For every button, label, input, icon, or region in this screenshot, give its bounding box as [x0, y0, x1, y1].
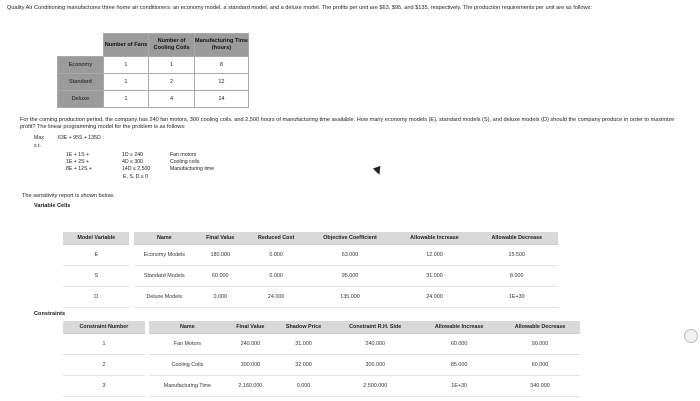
ct-rhs: 300.000: [332, 355, 418, 376]
variable-cells-title: Variable Cells: [34, 203, 71, 209]
vc-allowable-increase: 24.000: [393, 287, 475, 308]
vc-header-name: Name: [134, 232, 195, 245]
ct-final-value: 2,160.000: [226, 376, 275, 397]
ct-final-value: 240.000: [226, 334, 275, 355]
vc-allowable-decrease: 8.000: [476, 266, 558, 287]
constraint-2-label: Cooling coils: [170, 159, 200, 165]
cell-deluxe-coils: 4: [149, 91, 195, 108]
ct-allowable-decrease: 90.000: [500, 334, 580, 355]
ct-number: 2: [63, 355, 145, 376]
ct-rhs: 2,500.000: [332, 376, 418, 397]
vc-final-value: 180.000: [195, 245, 246, 266]
cell-economy-time: 8: [194, 57, 248, 74]
variable-row-d: [63, 287, 558, 308]
vc-name: Economy Models: [134, 245, 195, 266]
ct-allowable-increase: 1E+30: [418, 376, 500, 397]
vc-var: S: [63, 266, 129, 287]
sensitivity-intro: The sensitivity report is shown below.: [22, 193, 115, 199]
objective-function: 63E + 95S + 135D: [58, 135, 101, 141]
requirements-corner: [58, 34, 104, 57]
cell-deluxe-fans: 1: [103, 91, 149, 108]
vc-allowable-increase: 31.000: [393, 266, 475, 287]
problem-paragraph: For the coming production period, the company has 240 fan motors, 300 cooling coils, and 2,500 hours of manufacturing time available. How many economy models (E), standard models (S), and deluxe models (D) should the company produce in order to maximize profit? The linear programming model for the problem is as follows:: [20, 117, 675, 131]
constraint-2-lhs: 1E + 2S +: [66, 159, 90, 165]
vc-header-final-value: Final Value: [195, 232, 246, 245]
ct-allowable-decrease: 340.000: [500, 376, 580, 397]
vc-header-allowable-decrease: Allowable Decrease: [476, 232, 558, 245]
subject-to-label: s.t.: [34, 143, 41, 149]
vc-name: Deluxe Models: [134, 287, 195, 308]
vc-header-model-variable: Model Variable: [63, 232, 129, 245]
cell-economy-fans: 1: [103, 57, 149, 74]
requirements-row-economy: [58, 57, 249, 74]
vc-reduced-cost: 0.000: [246, 266, 307, 287]
constraint-1-rhs: 1D ≤ 240: [122, 152, 144, 158]
constraint-row-2: [63, 355, 580, 376]
max-label: Max: [34, 135, 44, 141]
vc-allowable-increase: 12.000: [393, 245, 475, 266]
ct-header-allowable-increase: Allowable Increase: [418, 321, 500, 334]
ct-final-value: 300.000: [226, 355, 275, 376]
ct-allowable-increase: 85.000: [418, 355, 500, 376]
constraint-2-rhs: 4D ≤ 300: [122, 159, 144, 165]
vc-objective-coefficient: 63.000: [307, 245, 394, 266]
ct-header-allowable-decrease: Allowable Decrease: [500, 321, 580, 334]
mouse-cursor-icon: [373, 166, 383, 176]
scroll-button[interactable]: [684, 329, 698, 343]
row-label-economy: Economy: [58, 57, 104, 74]
constraint-3-label: Manufacturing time: [170, 166, 215, 172]
requirements-header-row: [58, 34, 249, 57]
row-label-standard: Standard: [58, 74, 104, 91]
requirements-row-standard: [58, 74, 249, 91]
ct-header-constraint-rhs: Constraint R.H. Side: [332, 321, 418, 334]
ct-allowable-increase: 60.000: [418, 334, 500, 355]
row-label-deluxe: Deluxe: [58, 91, 104, 108]
ct-header-shadow-price: Shadow Price: [275, 321, 332, 334]
ct-number: 3: [63, 376, 145, 397]
ct-number: 1: [63, 334, 145, 355]
vc-final-value: 60.000: [195, 266, 246, 287]
intro-paragraph: Quality Air Conditioning manufactures three home air conditioners: an economy model, a standard model, and a deluxe model. The profits per unit are $63, $95, and $135, respectively. The production requirements per unit are as follows:: [7, 5, 592, 11]
ct-name: Cooling Coils: [149, 355, 226, 376]
constraint-1-label: Fan motors: [170, 152, 197, 158]
header-manufacturing-time: Manufacturing Time (hours): [194, 34, 248, 57]
vc-header-objective-coefficient: Objective Coefficient: [307, 232, 394, 245]
requirements-table: [57, 33, 249, 108]
ct-header-name: Name: [149, 321, 226, 334]
ct-shadow-price: 31.000: [275, 334, 332, 355]
ct-shadow-price: 0.000: [275, 376, 332, 397]
vc-name: Standard Models: [134, 266, 195, 287]
vc-var: D: [63, 287, 129, 308]
cell-economy-coils: 1: [149, 57, 195, 74]
vc-final-value: 0.000: [195, 287, 246, 308]
vc-objective-coefficient: 135.000: [307, 287, 394, 308]
constraints-header-row: [63, 321, 580, 334]
vc-reduced-cost: 0.000: [246, 245, 307, 266]
constraints-title: Constraints: [34, 311, 66, 317]
cell-deluxe-time: 14: [194, 91, 248, 108]
ct-shadow-price: 32.000: [275, 355, 332, 376]
vc-header-reduced-cost: Reduced Cost: [246, 232, 307, 245]
vc-objective-coefficient: 95.000: [307, 266, 394, 287]
cell-standard-coils: 2: [149, 74, 195, 91]
constraints-table: [63, 321, 580, 397]
constraint-3-lhs: 8E + 12S +: [66, 166, 92, 172]
variable-row-s: [63, 266, 558, 287]
ct-header-constraint-number: Constraint Number: [63, 321, 145, 334]
ct-header-final-value: Final Value: [226, 321, 275, 334]
header-cooling-coils: Number of Cooling Coils: [149, 34, 195, 57]
constraint-row-3: [63, 376, 580, 397]
ct-name: Manufacturing Time: [149, 376, 226, 397]
variable-cells-header-row: [63, 232, 558, 245]
vc-allowable-decrease: 1E+30: [476, 287, 558, 308]
ct-allowable-decrease: 60.000: [500, 355, 580, 376]
cell-standard-time: 12: [194, 74, 248, 91]
ct-rhs: 240.000: [332, 334, 418, 355]
header-fans: Number of Fans: [103, 34, 149, 57]
constraint-row-1: [63, 334, 580, 355]
requirements-row-deluxe: [58, 91, 249, 108]
variable-row-e: [63, 245, 558, 266]
cell-standard-fans: 1: [103, 74, 149, 91]
constraint-1-lhs: 1E + 1S +: [66, 152, 90, 158]
ct-name: Fan Motors: [149, 334, 226, 355]
constraint-3-rhs: 14D ≤ 2,500: [122, 166, 151, 172]
vc-reduced-cost: 24.000: [246, 287, 307, 308]
vc-allowable-decrease: 15.500: [476, 245, 558, 266]
variable-cells-table: [63, 232, 558, 308]
nonnegativity-constraint: E, S, D ≥ 0: [123, 174, 149, 180]
vc-header-allowable-increase: Allowable Increase: [393, 232, 475, 245]
vc-var: E: [63, 245, 129, 266]
